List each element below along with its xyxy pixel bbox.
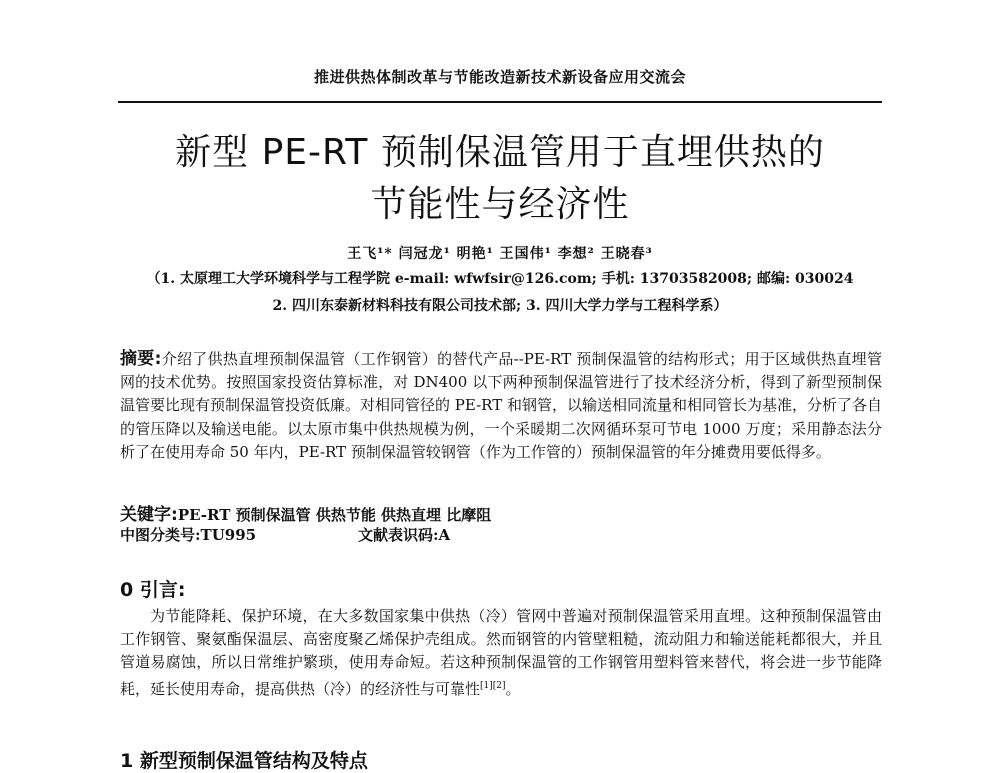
- keywords-label: 关键字:: [120, 505, 178, 525]
- section-heading-structure: 1 新型预制保温管结构及特点: [120, 750, 368, 772]
- section-heading-introduction: 0 引言:: [120, 579, 186, 601]
- classification-label: 中图分类号:: [120, 526, 201, 544]
- keywords-text: PE-RT 预制保温管 供热节能 供热直埋 比摩阻: [177, 506, 492, 524]
- citation-refs: [1][2]: [480, 680, 506, 691]
- paper-title-line-2: 节能性与经济性: [370, 184, 630, 225]
- classification-row: [120, 524, 882, 545]
- abstract-text: 介绍了供热直埋预制保温管（工作钢管）的替代产品--PE-RT 预制保温管的结构形式；用于区域供热直埋管网的技术优势。按照国家投资估算标准，对 DN400 以下两种预制保温管进行了技术经济分析，得到了新型预制保温管要比现有预制保温管投资低廉。对相同管径的 PE-RT 和钢管，以输送相同流量和相同管长为基准，分析了各自的管压降以及输送电能。以太原市集中供热规模为例，一个采暖期二次网循环泵可节电 1000 万度；采用静态法分析了在使用寿命 50 年内，PE-RT 预制保温管较钢管（作为工作管的）预制保温管的年分摊费用要低得多。: [120, 350, 882, 461]
- affiliation-line-2: 2. 四川东泰新材料科技有限公司技术部; 3. 四川大学力学与工程科学系）: [272, 298, 728, 314]
- paper-title-line-1: 新型 PE-RT 预制保温管用于直埋供热的: [175, 132, 825, 173]
- introduction-paragraph: [120, 605, 882, 701]
- introduction-end: 。: [505, 679, 521, 698]
- abstract-label: 摘要:: [120, 349, 162, 369]
- classification-value: TU995: [200, 526, 257, 544]
- affiliation-line-1: （1. 太原理工大学环境科学与工程学院 e-mail: wfwfsir@126.com; 手机: 13703582008; 邮编: 030024: [146, 271, 854, 287]
- author-list: 王飞¹* 闫冠龙¹ 明艳¹ 王国伟¹ 李想² 王晓春³: [347, 246, 653, 262]
- header-rule: [118, 101, 882, 103]
- abstract: [120, 348, 882, 464]
- document-code-value: A: [438, 526, 451, 544]
- keywords: [120, 500, 491, 525]
- document-code-label: 文献表识码:: [358, 526, 439, 544]
- introduction-text: 为节能降耗、保护环境，在大多数国家集中供热（冷）管网中普遍对预制保温管采用直埋。这种预制保温管由工作钢管、聚氨酯保温层、高密度聚乙烯保护壳组成。然而钢管的内管壁粗糙，流动阻力和输送能耗都很大，并且管道易腐蚀，所以日常维护繁琐，使用寿命短。若这种预制保温管的工作钢管用塑料管来替代，将会进一步节能降耗，延长使用寿命，提高供热（冷）的经济性与可靠性: [120, 607, 882, 698]
- running-header: 推进供热体制改革与节能改造新技术新设备应用交流会: [313, 68, 686, 86]
